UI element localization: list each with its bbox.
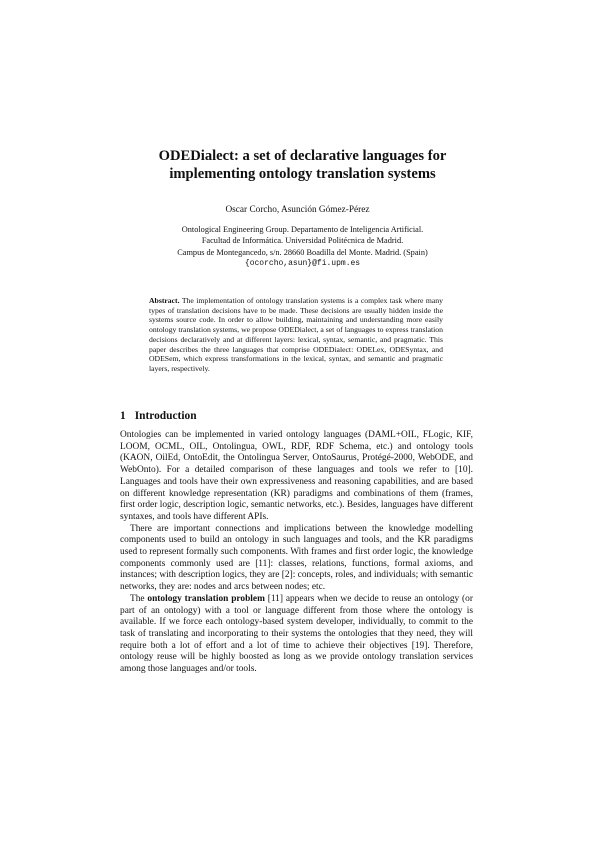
paper-title <box>120 147 485 183</box>
affiliation-line-2: Facultad de Informática. Universidad Politécnica de Madrid. <box>201 236 404 246</box>
section-title: Introduction <box>134 410 197 422</box>
abstract <box>149 296 443 374</box>
author-email: {ocorcho,asun}@fi.upm.es <box>244 258 361 268</box>
paragraph-2: There are important connections and implications between the knowledge modelling components used to build an ontology in such languages and tools, and the KR paradigms used to represent formally such components. With frames and first order logic, the knowledge components commonly used are [11]: classes, relations, functions, formal axioms, and instances; with description logics, they are [2]: concepts, roles, and individuals; with semantic networks, they are: nodes and arcs between nodes; etc. <box>120 523 473 593</box>
section-body <box>120 430 473 676</box>
paragraph-3 <box>120 594 473 676</box>
ontology-translation-problem-term: ontology translation problem <box>147 593 265 604</box>
title-line-1: ODEDialect: a set of declarative languages for <box>158 148 447 164</box>
affiliation <box>120 224 485 269</box>
authors: Oscar Corcho, Asunción Gómez-Pérez <box>225 205 370 215</box>
paragraph-1: Ontologies can be implemented in varied ontology languages (DAML+OIL, FLogic, KIF, LOOM, OCML, OIL, Ontolingua, OWL, RDF, RDF Schema, etc.) and ontology tools (KAON, OilEd, OntoEdit, the Ontolingua Server, OntoSaurus, Protégé-2000, WebODE, and WebOnto). For a detailed comparison of these languages and tools we refer to [10]. Languages and tools have their own expressiveness and reasoning capabilities, and are based on different knowledge representation (KR) paradigms and combinations of them (frames, first order logic, description logic, semantic networks, etc.). Besides, languages have different syntaxes, and tools have different APIs. <box>120 430 473 522</box>
abstract-text: The implementation of ontology translation systems is a complex task where many types of translation decisions have to be made. These decisions are usually hidden inside the systems source code. In order to allow building, maintaining and understanding more easily ontology translation systems, we propose ODEDialect, a set of languages to express translation decisions declaratively and at different layers: lexical, syntax, semantic, and pragmatic. This paper describes the three languages that comprise ODEDialect: ODELex, ODESyntax, and ODESem, which express transformations in the lexical, syntax, and semantic and pragmatic layers, respectively. <box>149 296 443 373</box>
affiliation-line-3: Campus de Montegancedo, s/n. 28660 Boadilla del Monte. Madrid. (Spain) <box>177 247 428 257</box>
section-heading <box>120 409 197 423</box>
abstract-label: Abstract. <box>149 296 180 305</box>
affiliation-line-1: Ontological Engineering Group. Departamento de Inteligencia Artificial. <box>181 225 424 234</box>
paragraph-3-rest: [11] appears when we decide to reuse an ontology (or part of an ontology) with a tool or language different from those where the ontology is available. If we force each ontology-based system developer, individually, to commit to the task of translating and incorporating to their systems the ontologies that they need, they will require both a lot of effort and a lot of time to achieve their objectives [19]. Therefore, ontology reuse will be highly boosted as long as we provide ontology translation services among those languages and/or tools. <box>120 593 473 675</box>
section-number: 1 <box>120 410 126 422</box>
paragraph-3-lead: The <box>130 593 148 604</box>
title-line-2: implementing ontology translation systems <box>169 166 436 182</box>
